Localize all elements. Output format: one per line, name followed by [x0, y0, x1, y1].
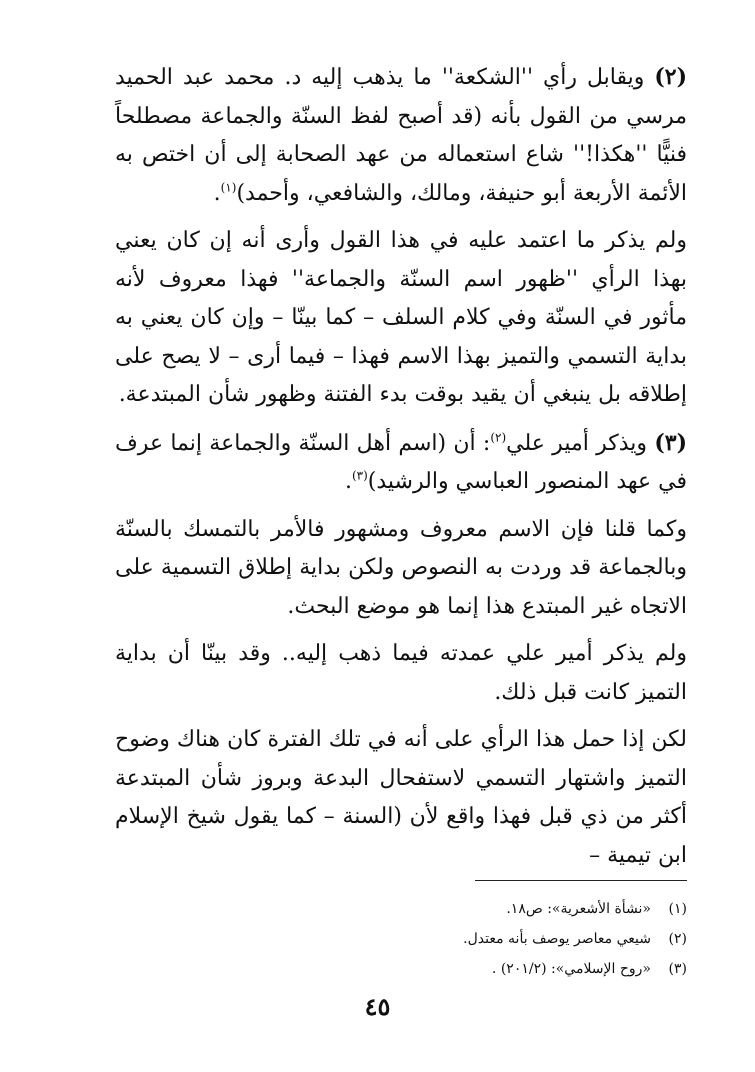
footnote-3: [115, 954, 687, 984]
footnote-number: (٣): [668, 961, 687, 977]
footnote-ref: (٢): [490, 430, 507, 445]
paragraph-number: (٣): [654, 429, 687, 456]
paragraph-text: ولم يذكر أمير علي عمدته فيما ذهب إليه.. وقد بينّا أن بداية التميز كانت قبل ذلك.: [115, 641, 687, 705]
footnote-number: (٢): [668, 931, 687, 947]
page-number: ٤٥: [364, 992, 391, 1021]
paragraph-comment-4: [115, 721, 687, 875]
paragraph-text-end: .: [344, 469, 352, 494]
paragraph-text: ويذكر أمير علي: [506, 430, 648, 456]
footnote-ref: (١): [220, 180, 237, 195]
body-text: [115, 58, 687, 875]
paragraph-comment-2: [115, 511, 687, 627]
footnote-ref: (٣): [351, 468, 368, 483]
footnote-text: شيعي معاصر يوصف بأنه معتدل.: [463, 931, 651, 947]
footnote-text: «نشأة الأشعرية»: ص١٨.: [506, 901, 651, 917]
paragraph-number: (٢): [654, 64, 687, 90]
paragraph-comment-3: [115, 635, 687, 712]
paragraph-2: (٢) ويقابل رأي ''الشكعة'' ما يذهب إليه د. محمد عبد الحميد مرسي من القول بأنه (قد أصبح لفظ السنّة والجماعة مصطلحاً فنيًّا ''هكذا!'' شاع استعماله من عهد الصحابة إلى أن اختص به الأئمة الأربعة أبو حنيفة، ومالك، والشافعي، وأحمد)$^{(١)}$.: [115, 64, 687, 206]
footnote-1: [115, 894, 687, 924]
paragraph-text: وكما قلنا فإن الاسم معروف ومشهور فالأمر بالتمسك بالسنّة وبالجماعة قد وردت به النصوص ولكن بداية إطلاق التسمية على الاتجاه غير المبتدع هذا إنما هو موضع البحث.: [115, 516, 687, 619]
paragraph-3: [115, 424, 687, 502]
footnote-text: «روح الإسلامي»: (٢٠١/٢) .: [491, 961, 651, 977]
footnote-2: [115, 924, 687, 954]
footnote-number: (١): [668, 901, 687, 917]
paragraph-text-tail: : أن (اسم أهل السنّة والجماعة إنما عرف في عهد المنصور العباسي والرشيد): [115, 430, 687, 494]
paragraph-text: لكن إذا حمل هذا الرأي على أنه في تلك الفترة كان هناك وضوح التميز واشتهار التسمي لاستفحال البدعة وبروز شأن المبتدعة أكثر من ذي قبل فهذا واقع لأن (السنة – كما يقول شيخ الإسلام ابن تيمية –: [115, 727, 687, 868]
paragraph-text: ولم يذكر ما اعتمد عليه في هذا القول وأرى أنه إن كان يعني بهذا الرأي ''ظهور اسم السنّة والجماعة'' فهذا معروف لأنه مأثور في السنّة وفي كلام السلف – كما بينّا – وإن كان يعني به بداية التسمي والتميز بهذا الاسم فهذا – فيما أرى – لا يصح على إطلاقه بل ينبغي أن يقيد بوقت بدء الفتنة وظهور شأن المبتدعة.: [115, 228, 687, 407]
paragraph-text: ويقابل رأي ''الشكعة'' ما يذهب إليه د. محمد عبد الحميد مرسي من القول بأنه (قد أصبح لفظ السنّة والجماعة مصطلحاً فنيًّا ''هكذا!'' شاع استعماله من عهد الصحابة إلى أن اختص به الأئمة الأربعة أبو حنيفة، ومالك، والشافعي، وأحمد): [115, 65, 687, 206]
footnote-divider: [475, 880, 687, 881]
paragraph-comment-1: [115, 222, 687, 415]
footnotes: [115, 894, 687, 984]
